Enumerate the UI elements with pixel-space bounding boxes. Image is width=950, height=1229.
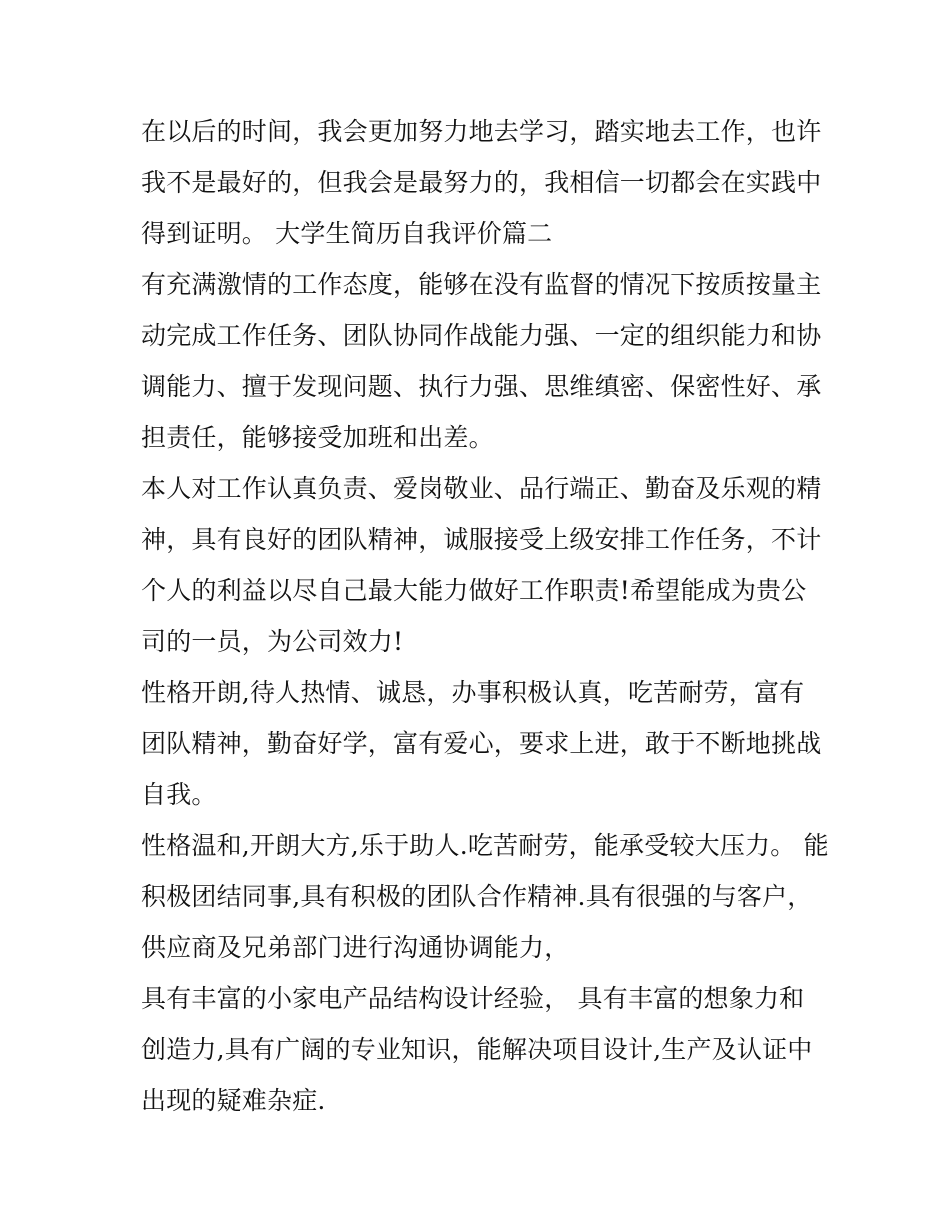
text-line: 有充满激情的工作态度，能够在没有监督的情况下按质按量主 (141, 270, 822, 299)
text-line: 担责任，能够接受加班和出差。 (141, 423, 494, 452)
text-line: 动完成工作任务、团队协同作战能力强、一定的组织能力和协 (141, 321, 822, 350)
text-line: 出现的疑难杂症. (141, 1086, 326, 1115)
text-line: 神，具有良好的团队精神，诚服接受上级安排工作任务，不计 (141, 525, 822, 554)
text-line: 供应商及兄弟部门进行沟通协调能力， (141, 933, 570, 962)
text-line: 调能力、擅于发现问题、执行力强、思维缜密、保密性好、承 (141, 372, 822, 401)
text-line: 司的一员，为公司效力! (141, 627, 404, 656)
text-line: 自我。 (141, 780, 217, 809)
text-line: 性格温和,开朗大方,乐于助人.吃苦耐劳，能承受较大压力。 能 (141, 831, 829, 860)
text-line: 在以后的时间，我会更加努力地去学习，踏实地去工作，也许 (141, 117, 822, 146)
text-line: 团队精神，勤奋好学，富有爱心，要求上进，敢于不断地挑战 (141, 729, 822, 758)
document-body (141, 106, 829, 1126)
text-line: 创造力,具有广阔的专业知识，能解决项目设计,生产及认证中 (141, 1035, 813, 1064)
text-line: 个人的利益以尽自己最大能力做好工作职责!希望能成为贵公 (141, 576, 807, 605)
text-line: 具有丰富的小家电产品结构设计经验， 具有丰富的想象力和 (141, 984, 805, 1013)
text-line: 得到证明。 大学生简历自我评价篇二 (141, 219, 553, 248)
text-line: 性格开朗,待人热情、诚恳，办事积极认真，吃苦耐劳，富有 (141, 678, 805, 707)
text-line: 积极团结同事,具有积极的团队合作精神.具有很强的与客户， (141, 882, 813, 911)
text-line: 本人对工作认真负责、爱岗敬业、品行端正、勤奋及乐观的精 (141, 474, 822, 503)
text-line: 我不是最好的，但我会是最努力的，我相信一切都会在实践中 (141, 168, 822, 197)
